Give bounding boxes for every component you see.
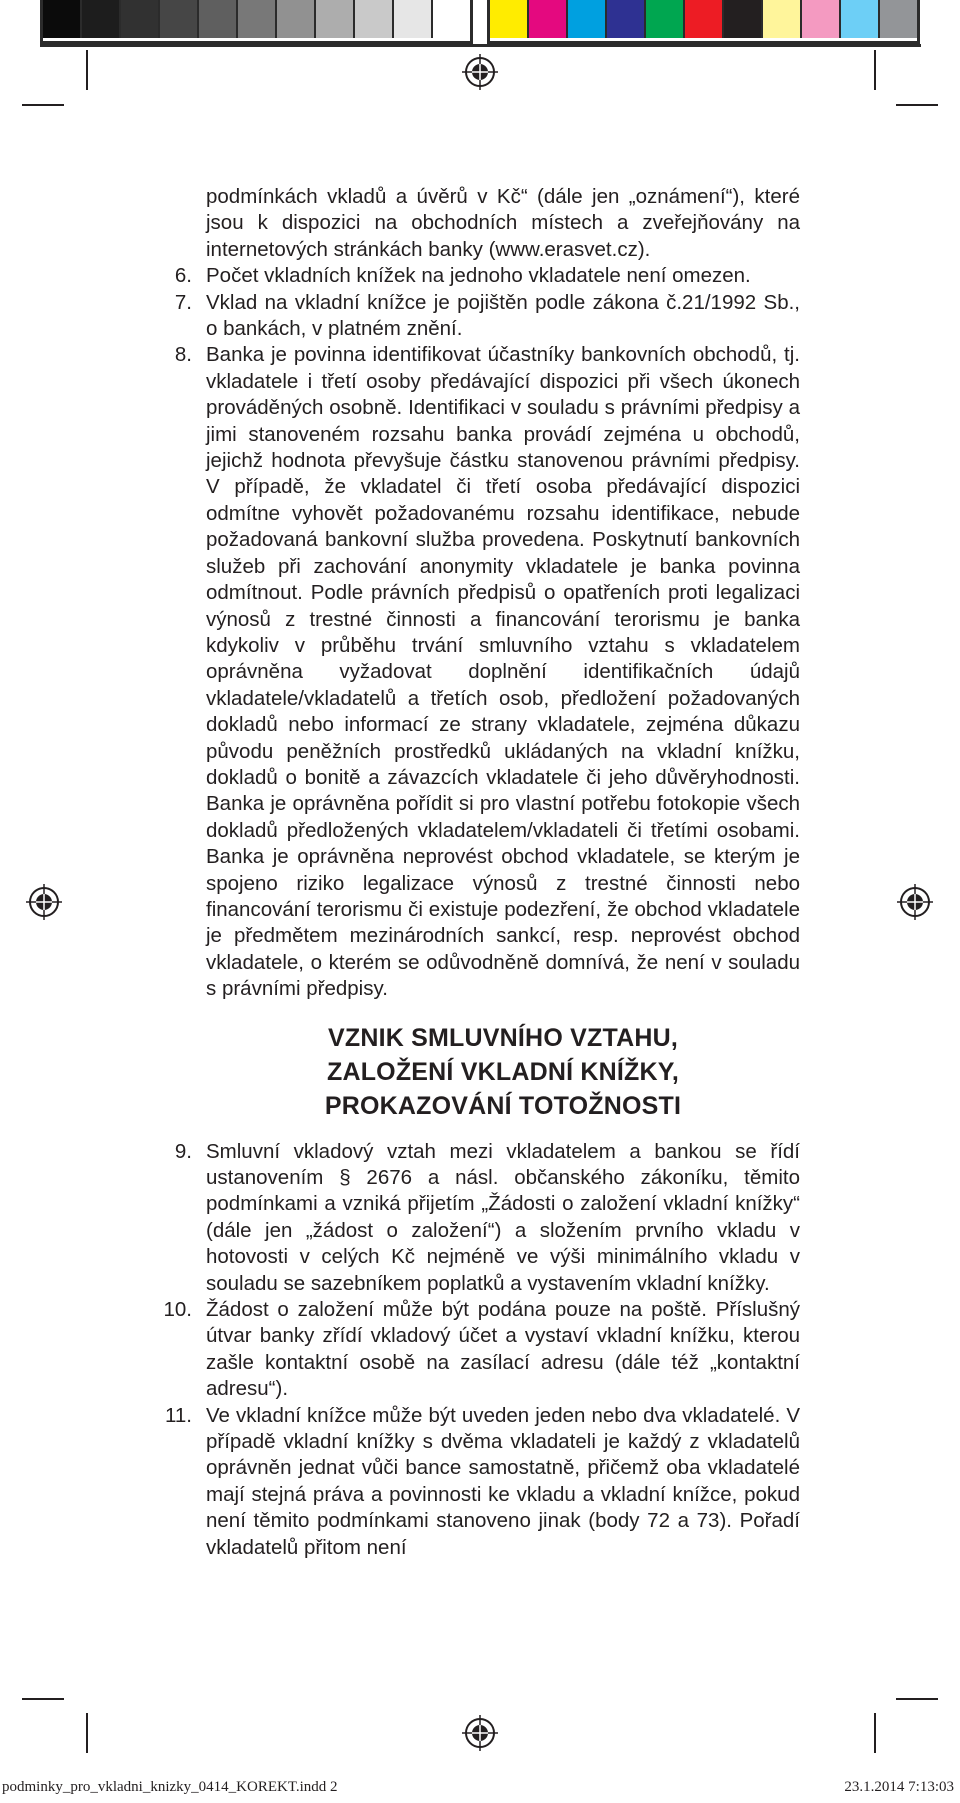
item-text: Smluvní vkladový vztah mezi vkladatelem a bankou se řídí ustanovením § 2676 a násl. občanského zákoníku, těmito podmínkami a vzniká přijetím „Žádosti o založení vkladní knížky“ (dále jen „žádost o založení“) a složením prvního vkladu v hotovosti v celých Kč nejméně ve výši minimálního vkladu v souladu se sazebníkem poplatků a vystavením vkladní knížky.: [206, 1139, 800, 1295]
color-swatch: [568, 0, 607, 38]
item-number: 6.: [174, 264, 192, 288]
item-text: Banka je povinna identifikovat účastníky bankovních obchodů, tj. vkladatele i třetí osoby předávající dispozici při všech úkonech prováděných osobně. Identifikaci v souladu s právními předpisy a jimi stanoveném rozsahu banka provádí zejména u obchodů, jejichž hodnota převyšuje částku stanovenou právními předpisy. V případě, že vkladatel či třetí osoba předávající dispozici odmítne vyhovět požadovanému rozsahu identifikace, nebude požadovaná bankovní služba provedena. Poskytnutí bankovních služeb při zachování anonymity vkladatele je banka povinna odmítnout. Podle právních předpisů o opatřeních proti legalizaci výnosů z trestné činnosti a financování terorismu je banka kdykoliv v průběhu trvání smluvního vztahu s vkladatelem oprávněna vyžadovat doplnění identifikačních údajů vkladatele/vkladatelů a třetích osob, předložení požadovaných dokladů nebo informací ze strany vkladatele, zejména důkazu původu peněžních prostředků ukládaných na vkladní knížku, dokladů o bonitě a závazcích vkladatele či jeho důvěryhodnosti. Banka je oprávněna pořídit si pro vlastní potřebu fotokopie všech dokladů předložených vkladatelem/vkladateli či třetími osobami. Banka je oprávněna neprovést obchod vkladatele, se kterým je spojeno riziko legalizace výnosů z trestné činnosti nebo financování terorismu či existuje podezření, že obchod vkladatele je předmětem mezinárodních sankcí, resp. neprovést obchod vkladatele, o kterém se odůvodněně domnívá, že není v souladu s právními předpisy.: [206, 343, 800, 1001]
crop-mark: [86, 50, 88, 90]
item-number: 7.: [174, 290, 192, 314]
section-heading-line: VZNIK SMLUVNÍHO VZTAHU,: [328, 1023, 678, 1052]
print-slug: [0, 1779, 960, 1801]
print-datetime: 23.1.2014 7:13:03: [844, 1779, 954, 1795]
color-swatch: [82, 0, 121, 38]
registration-mark-icon: [26, 884, 62, 920]
item-text: Ve vkladní knížce může být uveden jeden nebo dva vkladatelé. V případě vkladní knížky s dvěma vkladateli je každý z vkladatelů oprávněn jednat vůči bance samostatně, přičemž oba vkladatelé mají stejná práva a povinnosti ke vkladu a vkladní knížce, pokud není těmito podmínkami stanoveno jinak (body 72 a 73). Pořadí vkladatelů přitom není: [206, 1403, 800, 1559]
color-calibration-bar: [40, 0, 921, 47]
item-text: Žádost o založení může být podána pouze na poště. Příslušný útvar banky zřídí vkladový účet a vystaví vkladní knížku, kterou zašle kontaktní osobě na zasílací adresu (dále též „kontaktní adresu“).: [206, 1298, 800, 1401]
section-heading: [206, 1021, 800, 1123]
continued-paragraph: podmínkách vkladů a úvěrů v Kč“ (dále jen „oznámení“), které jsou k dispozici na obchodních místech a zveřejňovány na internetových stránkách banky (www.erasvet.cz).: [206, 185, 800, 261]
color-swatch: [763, 0, 802, 38]
color-swatch: [160, 0, 199, 38]
color-swatch: [646, 0, 685, 38]
color-swatch: [607, 0, 646, 38]
item-number: 10.: [163, 1298, 192, 1322]
registration-mark-icon: [462, 1715, 498, 1751]
item-number: 8.: [174, 343, 192, 367]
section-heading-line: PROKAZOVÁNÍ TOTOŽNOSTI: [324, 1091, 682, 1120]
color-swatch: [355, 0, 394, 38]
color-swatch: [841, 0, 880, 38]
item-number: 11.: [165, 1403, 192, 1427]
color-swatch: [724, 0, 763, 38]
color-swatch: [433, 0, 470, 38]
crop-mark: [874, 1713, 876, 1753]
crop-mark: [896, 104, 938, 106]
document-page: [160, 184, 800, 1561]
color-swatch: [880, 0, 917, 38]
color-swatch: [199, 0, 238, 38]
numbered-list-before: [160, 263, 800, 1002]
section-heading-line: ZALOŽENÍ VKLADNÍ KNÍŽKY,: [326, 1057, 680, 1086]
grayscale-swatches: [40, 0, 473, 44]
registration-mark-icon: [897, 884, 933, 920]
crop-mark: [22, 104, 64, 106]
list-item: [160, 263, 800, 289]
list-item: [160, 342, 800, 1002]
color-swatch: [121, 0, 160, 38]
color-swatch: [238, 0, 277, 38]
color-swatch: [529, 0, 568, 38]
color-swatch: [316, 0, 355, 38]
item-text: Vklad na vkladní knížce je pojištěn podle zákona č.21/1992 Sb., o bankách, v platném znění.: [206, 290, 800, 341]
color-swatches: [487, 0, 920, 44]
file-name: podminky_pro_vkladni_knizky_0414_KOREKT.indd 2: [2, 1779, 338, 1795]
color-swatch: [277, 0, 316, 38]
color-swatch: [394, 0, 433, 38]
registration-mark-icon: [462, 54, 498, 90]
item-text: Počet vkladních knížek na jednoho vkladatele není omezen.: [206, 264, 751, 288]
list-item: [160, 290, 800, 343]
color-swatch: [802, 0, 841, 38]
numbered-list-after: [160, 1139, 800, 1562]
list-item: [160, 1139, 800, 1297]
item-number: 9.: [174, 1139, 192, 1163]
list-item: [160, 1403, 800, 1561]
crop-mark: [86, 1713, 88, 1753]
crop-mark: [874, 50, 876, 90]
crop-mark: [896, 1698, 938, 1700]
crop-mark: [22, 1698, 64, 1700]
color-swatch: [490, 0, 529, 38]
list-item: [160, 1297, 800, 1403]
color-swatch: [43, 0, 82, 38]
color-swatch: [685, 0, 724, 38]
